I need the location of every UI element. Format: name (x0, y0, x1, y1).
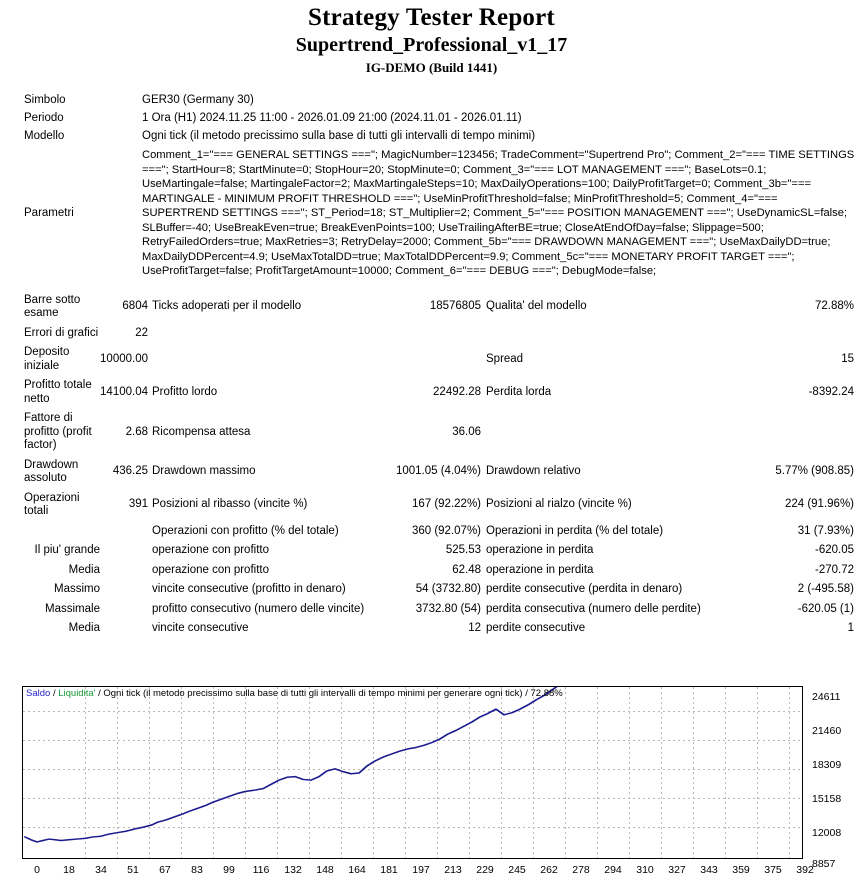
avg-consecutive-wins-value: 12 (468, 622, 481, 634)
report-build-info: IG-DEMO (Build 1441) (365, 60, 498, 75)
profit-trades-spacer (0, 522, 100, 542)
symbol-label: Simbolo (24, 94, 66, 106)
equity-line (25, 687, 800, 842)
legend-equity: Liquidita' (58, 688, 96, 699)
x-tick-label: 99 (223, 864, 235, 876)
x-tick-label: 148 (316, 864, 334, 876)
x-tick-label: 359 (732, 864, 750, 876)
stats-row-profit-trades (0, 522, 863, 542)
report-header (0, 0, 863, 77)
average-loss-value: -270.72 (814, 563, 854, 576)
average-label: Media (68, 563, 100, 576)
maximal-drawdown-value: 1001.05 (4.04%) (395, 465, 481, 478)
info-row-model (0, 127, 863, 145)
average-spacer (100, 561, 152, 581)
parameters-label: Parametri (24, 207, 74, 220)
loss-trades-value: 31 (7.93%) (797, 524, 854, 537)
maximal-consecutive-profit-label: profitto consecutivo (numero delle vincite) (152, 602, 365, 615)
average-loss-label: operazione in perdita (486, 563, 594, 576)
gross-profit-label: Profitto lordo (152, 385, 218, 398)
average-profit-label: operazione con profitto (152, 563, 269, 576)
maximal-spacer (100, 600, 152, 620)
period-label: Periodo (24, 112, 64, 124)
avg-consecutive-wins-label: vincite consecutive (152, 622, 249, 634)
gross-loss-value: -8392.24 (808, 385, 854, 398)
profit-trades-spacer-2 (100, 522, 152, 542)
largest-profit-label: operazione con profitto (152, 544, 269, 556)
loss-trades-label: Operazioni in perdita (% del totale) (486, 524, 664, 537)
x-tick-label: 245 (508, 864, 526, 876)
ticks-value: 18576805 (429, 300, 481, 313)
y-tick-label: 8857 (812, 858, 836, 870)
gross-loss-label: Perdita lorda (486, 385, 552, 398)
maximum-label: Massimo (53, 583, 100, 595)
bars-value: 6804 (122, 300, 148, 313)
equity-curve-svg (23, 687, 802, 858)
total-trades-value: 391 (128, 498, 148, 511)
x-tick-label: 392 (796, 864, 814, 876)
symbol-value: GER30 (Germany 30) (142, 94, 254, 106)
absolute-drawdown-label: Drawdown assoluto (24, 458, 79, 484)
stats-row-average-consecutive (0, 619, 863, 639)
max-consecutive-losses-label: perdite consecutive (perdita in denaro) (486, 583, 683, 595)
y-tick-label: 21460 (812, 725, 842, 737)
net-profit-value: 14100.04 (100, 385, 148, 398)
stats-row-errors (0, 324, 863, 344)
max-consecutive-losses-value: 2 (-495.58) (797, 583, 854, 595)
largest-loss-value: -620.05 (814, 544, 854, 556)
relative-drawdown-value: 5.77% (908.85) (775, 465, 854, 478)
info-row-symbol (0, 91, 863, 109)
chart-gridlines (23, 687, 802, 858)
stats-row-total-trades (0, 489, 863, 522)
largest-loss-label: operazione in perdita (486, 544, 594, 556)
maximal-consecutive-loss-label: perdita consecutiva (numero delle perdite) (486, 602, 701, 615)
x-tick-label: 164 (348, 864, 366, 876)
maximal-consecutive-profit-value: 3732.80 (54) (415, 602, 481, 615)
long-positions-value: 224 (91.96%) (784, 498, 854, 511)
deposit-label: Deposito iniziale (24, 346, 70, 372)
legend-balance: Saldo (26, 688, 51, 699)
y-tick-label: 12008 (812, 827, 842, 839)
chart-x-axis (22, 862, 812, 882)
errors-spacer-4 (734, 324, 863, 344)
quality-value: 72.88% (814, 300, 854, 313)
x-tick-label: 294 (604, 864, 622, 876)
x-tick-label: 67 (159, 864, 171, 876)
ticks-label: Ticks adoperati per il modello (152, 300, 302, 313)
max-consecutive-wins-label: vincite consecutive (profitto in denaro) (152, 583, 346, 595)
x-tick-label: 197 (412, 864, 430, 876)
expected-payoff-value: 36.06 (452, 425, 481, 438)
legend-separator-2: / (95, 688, 104, 699)
profit-trades-value: 360 (92.07%) (411, 524, 481, 537)
expected-payoff-label: Ricompensa attesa (152, 425, 251, 438)
profit-factor-spacer (486, 409, 734, 456)
profit-trades-label: Operazioni con profitto (% del totale) (152, 524, 339, 537)
errors-spacer (152, 324, 385, 344)
x-tick-label: 327 (668, 864, 686, 876)
stats-row-maximal (0, 600, 863, 620)
relative-drawdown-label: Drawdown relativo (486, 465, 581, 478)
average-consecutive-spacer (100, 619, 152, 639)
deposit-spacer (152, 343, 385, 376)
net-profit-label: Profitto totale netto (24, 379, 92, 405)
equity-chart (22, 686, 803, 859)
spread-value: 15 (841, 352, 854, 365)
absolute-drawdown-value: 436.25 (112, 465, 148, 478)
deposit-value: 10000.00 (100, 352, 148, 365)
maximal-drawdown-label: Drawdown massimo (152, 465, 256, 478)
short-positions-value: 167 (92.22%) (411, 498, 481, 511)
x-tick-label: 343 (700, 864, 718, 876)
stats-row-largest (0, 541, 863, 561)
parameters-value: Comment_1="=== GENERAL SETTINGS ==="; MagicNumber=123456; TradeComment="Supertrend Pro"; Comment_2="=== TIME SETTINGS ==="; StartHour=8; StartMinute=0; StopHour=20; StopMinute=0; Comment_3="=== LOT MANAGEMENT ==="; BaseLots=0.1; UseMartingale=false; MartingaleFactor=2; MaxMartingaleSteps=10; MaxDailyOperations=100; DailyProfitTarget=0; Comment_3b="=== MARTINGALE - MINIMUM PROFIT THRESHOLD ==="; UseMinProfitThreshold=false; MinProfitThreshold=5; Comment_4="=== SUPERTREND SETTINGS ==="; ST_Period=18; ST_Multiplier=2; Comment_5="=== POSITION MANAGEMENT ==="; UseDynamicSL=false; SLBuffer=-40; UseBreakEven=true; BreakEvenPoints=100; UseTrailingAfterBE=true; CloseAtEndOfDay=false; Slippage=500; RetryFailedOrders=true; MaxRetries=3; RetryDelay=2000; Comment_5b="=== DRAWDOWN MANAGEMENT ==="; UseMaxDailyDD=true; MaxDailyDDPercent=4.9; UseMaxTotalDD=true; MaxTotalDDPercent=9.9; Comment_5c="=== MONETARY PROFIT TARGET ==="; UseProfitTarget=false; ProfitTargetAmount=10000; Comment_6="=== DEBUG ==="; DebugMode=false; (142, 149, 855, 277)
stats-row-net-profit (0, 376, 863, 409)
stats-row-average (0, 561, 863, 581)
maximal-label: Massimale (45, 602, 100, 615)
total-trades-label: Operazioni totali (24, 491, 80, 517)
spread-label: Spread (486, 352, 524, 365)
maximum-spacer (100, 580, 152, 600)
x-tick-label: 262 (540, 864, 558, 876)
average-consecutive-label: Media (68, 622, 100, 634)
x-tick-label: 310 (636, 864, 654, 876)
profit-factor-label: Fattore di profitto (profit factor) (24, 412, 92, 451)
x-tick-label: 181 (380, 864, 398, 876)
y-tick-label: 24611 (812, 691, 841, 703)
stats-row-maximum (0, 580, 863, 600)
stats-row-profit-factor (0, 409, 863, 456)
errors-label: Errori di grafici (24, 326, 99, 339)
avg-consecutive-losses-label: perdite consecutive (486, 622, 586, 634)
y-tick-label: 18309 (812, 759, 842, 771)
stats-row-deposit (0, 343, 863, 376)
x-tick-label: 278 (572, 864, 590, 876)
profit-factor-value: 2.68 (125, 425, 148, 438)
largest-label: Il piu' grande (34, 544, 100, 556)
quality-label: Qualita' del modello (486, 300, 587, 313)
x-tick-label: 229 (476, 864, 494, 876)
x-tick-label: 34 (95, 864, 107, 876)
model-value: Ogni tick (il metodo precissimo sulla base di tutti gli intervalli di tempo minimi) (142, 130, 536, 142)
x-tick-label: 18 (63, 864, 75, 876)
legend-separator-1: / (50, 688, 59, 699)
x-tick-label: 213 (444, 864, 462, 876)
deposit-spacer-2 (385, 343, 486, 376)
maximal-consecutive-loss-value: -620.05 (1) (797, 602, 854, 615)
report-subtitle: Supertrend_Professional_v1_17 (295, 34, 568, 56)
info-row-parameters (0, 145, 863, 282)
x-tick-label: 116 (252, 864, 270, 876)
x-tick-label: 375 (764, 864, 782, 876)
long-positions-label: Posizioni al rialzo (vincite %) (486, 498, 632, 511)
chart-y-axis (806, 686, 863, 870)
errors-value: 22 (135, 326, 148, 339)
y-tick-label: 15158 (812, 793, 842, 805)
average-profit-value: 62.48 (452, 563, 481, 576)
x-tick-label: 83 (191, 864, 203, 876)
model-label: Modello (24, 130, 65, 142)
info-row-period (0, 109, 863, 127)
stats-row-drawdown (0, 456, 863, 489)
x-tick-label: 132 (284, 864, 302, 876)
errors-spacer-3 (486, 324, 734, 344)
short-positions-label: Posizioni al ribasso (vincite %) (152, 498, 308, 511)
stats-row-bars (0, 291, 863, 324)
report-info-table (0, 91, 863, 282)
x-tick-label: 0 (34, 864, 40, 876)
max-consecutive-wins-value: 54 (3732.80) (415, 583, 481, 595)
page-title: Strategy Tester Report (308, 4, 555, 31)
gross-profit-value: 22492.28 (433, 385, 481, 398)
chart-legend (26, 688, 563, 700)
avg-consecutive-losses-value: 1 (847, 622, 854, 634)
report-stats-table (0, 291, 863, 639)
x-tick-label: 51 (127, 864, 139, 876)
period-value: 1 Ora (H1) 2024.11.25 11:00 - 2026.01.09 21:00 (2024.11.01 - 2026.01.11) (142, 112, 522, 124)
legend-model-description: Ogni tick (il metodo precissimo sulla base di tutti gli intervalli di tempo minimi per generare ogni tick) / 72.88% (103, 688, 563, 699)
largest-profit-value: 525.53 (445, 544, 481, 556)
errors-spacer-2 (385, 324, 486, 344)
bars-label: Barre sotto esame (24, 293, 81, 319)
largest-spacer (100, 541, 152, 561)
profit-factor-spacer-2 (734, 409, 863, 456)
